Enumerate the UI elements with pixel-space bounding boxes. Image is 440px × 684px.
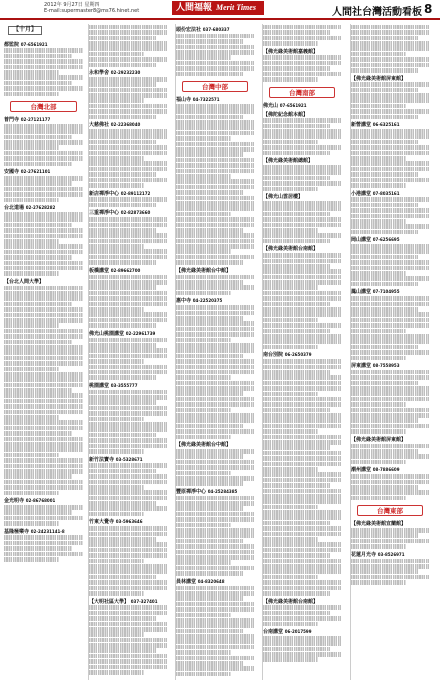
location-title: 【佛光緣美術館台中館】 <box>176 267 232 274</box>
location-title: 台南講堂 06-2017599 <box>263 629 312 636</box>
logo-text: 人間福報 <box>176 3 213 13</box>
location-title: 安國寺 02-27621101 <box>4 169 51 176</box>
location-title: 【佛光緣美術館台南館】 <box>263 246 319 253</box>
location-title: 基隆極樂寺 02-24231141-8 <box>4 528 65 535</box>
location-title: 頭份宏法社 037-680337 <box>176 27 230 33</box>
location-title: 員林講堂 04-8320648 <box>176 578 225 585</box>
location-title: 新營講堂 06-6325161 <box>351 122 400 129</box>
location-title: 屏東講堂 08-7558953 <box>351 363 400 370</box>
location-title: 佛光山 07-6561921 <box>263 102 307 109</box>
section-title: 人間社台灣活動看板 <box>332 7 422 18</box>
location-title: 【佛光緣美術館屏東館】 <box>351 436 407 443</box>
location-title: 【佛光山雲居樓】 <box>263 194 304 201</box>
region-banner-south: 台灣南部 <box>269 87 335 98</box>
column-2 <box>88 24 167 680</box>
region-banner-central: 台灣中部 <box>182 81 248 92</box>
location-title: 【佛陀紀念館本館】 <box>263 111 309 118</box>
header-info <box>44 2 139 14</box>
location-title: 鳳山講堂 07-7104955 <box>351 289 400 296</box>
location-title: 【佛光緣美術館台南館】 <box>263 598 319 605</box>
page-header <box>0 0 440 20</box>
logo-subtitle: Merit Times <box>216 3 256 12</box>
location-title: 惠中寺 04-22520375 <box>176 298 223 305</box>
location-title: 【佛光緣美術館總館】 <box>263 158 314 165</box>
location-title: 【佛光緣美術館嘉義館】 <box>263 48 319 55</box>
location-title: 【佛光緣美術館台中館】 <box>176 442 232 449</box>
location-title: 【台北人間大學】 <box>4 278 45 285</box>
page-number: 8 <box>424 2 433 16</box>
location-title: 竹東大覺寺 03-5963646 <box>89 519 143 526</box>
location-title: 板橋講堂 02-89662700 <box>89 267 141 274</box>
newspaper-logo <box>172 1 264 15</box>
location-title: 潮州講堂 08-7886609 <box>351 467 400 474</box>
location-title: 小港講堂 07-8035161 <box>351 190 400 197</box>
location-title: 台北道場 02-27628282 <box>4 205 56 212</box>
column-5 <box>350 24 429 680</box>
month-heading: 【十月】 <box>8 26 42 35</box>
location-title: 【佛光緣美術館屏東館】 <box>351 75 407 82</box>
location-title: 佛光山桃園講堂 02-22961739 <box>89 330 156 337</box>
location-title: 豐原禪淨中心 04-25284385 <box>176 488 238 495</box>
location-title: 桃園講堂 03-3555777 <box>89 382 138 389</box>
location-title: 永和學舍 02-29232230 <box>89 70 141 77</box>
column-4 <box>262 24 341 680</box>
location-title: 大慈佛社 02-22368040 <box>89 122 141 129</box>
region-banner-east: 台灣東部 <box>357 505 423 516</box>
location-title: 福山寺 04-7322571 <box>176 97 220 104</box>
location-title: 岡山講堂 07-6256695 <box>351 237 400 244</box>
location-title: 三重禪淨中心 02-82873660 <box>89 210 151 217</box>
contact-email: E-mail:supermaster8@ms76.hinet.net <box>44 8 140 14</box>
region-banner-north: 台灣北部 <box>10 101 77 112</box>
location-title: 金光明寺 02-86768001 <box>4 498 56 505</box>
location-title: 【大明社區大學】 037-327401 <box>89 598 158 605</box>
location-title: 都監院 07-6561921 <box>4 41 48 48</box>
column-3 <box>175 24 254 680</box>
location-title: 南台別院 06-2650379 <box>263 352 312 359</box>
column-1 <box>4 24 83 680</box>
issue-date: 2012年 9月27日 星期四 <box>44 2 100 8</box>
location-title: 花蓮月光寺 03-8526971 <box>351 551 405 558</box>
location-title: 新店禪淨中心 02-89112172 <box>89 190 151 197</box>
location-title: 普門寺 02-27121177 <box>4 117 51 124</box>
location-title: 新竹法寶寺 03-5328671 <box>89 456 143 463</box>
location-title: 【佛光緣美術館宜蘭館】 <box>351 521 407 528</box>
